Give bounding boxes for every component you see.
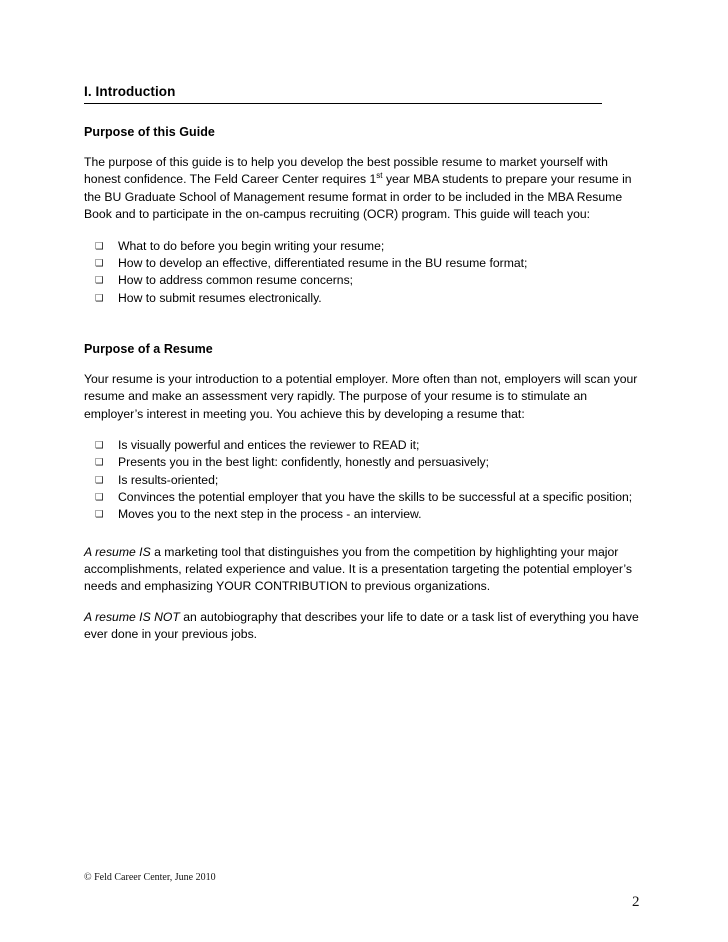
paragraph-text-after-superscript: year MBA students to prepare your resume in the BU Graduate School of Management resume format in order to be included in the MBA Resume Book and to participate in the on-campus recruiting (OCR) program. This guide will teach you:	[84, 172, 632, 222]
list-item-label: Is visually powerful and entices the reviewer to READ it;	[118, 438, 420, 453]
list-item-label: What to do before you begin writing your resume;	[118, 238, 385, 253]
square-bullet-icon: ❑	[95, 509, 104, 521]
square-bullet-icon: ❑	[95, 275, 104, 287]
list-item-label: How to submit resumes electronically.	[118, 290, 322, 305]
bullet-list-guide-topics	[84, 238, 646, 307]
paragraph-body-resume-is: a marketing tool that distinguishes you from the competition by highlighting your major accomplishments, related experience and value. It is a presentation targeting the potential employer’s needs and emphasizing YOUR CONTRIBUTION to previous organizations.	[84, 544, 632, 594]
paragraph-body-resume-is-not: an autobiography that describes your life to date or a task list of everything you have ever done in your previous jobs.	[84, 609, 639, 642]
italic-lead-in-resume-is-not: A resume IS NOT	[84, 609, 180, 624]
list-item	[84, 472, 646, 489]
list-item-label: Convinces the potential employer that you have the skills to be successful at a specific position;	[118, 489, 633, 504]
list-item-label: Presents you in the best light: confidently, honestly and persuasively;	[118, 455, 490, 470]
paragraph-purpose-of-a-resume: Your resume is your introduction to a potential employer. More often than not, employers will scan your resume and make an assessment very rapidly. The purpose of your resume is to stimulate an employer’s interest in meeting you. You achieve this by developing a resume that:	[84, 371, 638, 421]
paragraph-resume-is-not	[84, 609, 646, 644]
list-item	[84, 506, 646, 523]
ordinal-superscript: st	[376, 171, 383, 181]
italic-lead-in-resume-is: A resume IS	[84, 544, 151, 559]
square-bullet-icon: ❑	[95, 457, 104, 469]
list-item	[84, 290, 646, 307]
page-number: 2	[632, 894, 640, 910]
list-item	[84, 489, 646, 506]
square-bullet-icon: ❑	[95, 491, 104, 503]
list-item	[84, 454, 646, 471]
list-item-label: How to develop an effective, differentiated resume in the BU resume format;	[118, 255, 528, 270]
square-bullet-icon: ❑	[95, 292, 104, 304]
copyright-notice: © Feld Career Center, June 2010	[84, 872, 216, 883]
list-item-label: Moves you to the next step in the process - an interview.	[118, 507, 422, 522]
square-bullet-icon: ❑	[95, 440, 104, 452]
square-bullet-icon: ❑	[95, 257, 104, 269]
document-content	[84, 84, 646, 657]
paragraph-purpose-of-this-guide	[84, 154, 646, 224]
list-item	[84, 238, 646, 255]
spacer	[84, 524, 646, 544]
square-bullet-icon: ❑	[95, 474, 104, 486]
list-item-label: How to address common resume concerns;	[118, 273, 354, 288]
list-item	[84, 255, 646, 272]
square-bullet-icon: ❑	[95, 240, 104, 252]
paragraph-text-before-superscript: The purpose of this guide is to help you develop the best possible resume to market yourself with honest confidence. The Feld Career Center requires 1	[84, 155, 608, 187]
paragraph-resume-is	[84, 544, 646, 596]
bullet-list-resume-qualities	[84, 437, 646, 523]
heading-purpose-of-a-resume: Purpose of a Resume	[84, 341, 213, 356]
page-title: I. Introduction	[84, 84, 602, 104]
list-item-label: Is results-oriented;	[118, 472, 219, 487]
list-item	[84, 272, 646, 289]
list-item	[84, 437, 646, 454]
heading-purpose-of-this-guide: Purpose of this Guide	[84, 125, 215, 139]
